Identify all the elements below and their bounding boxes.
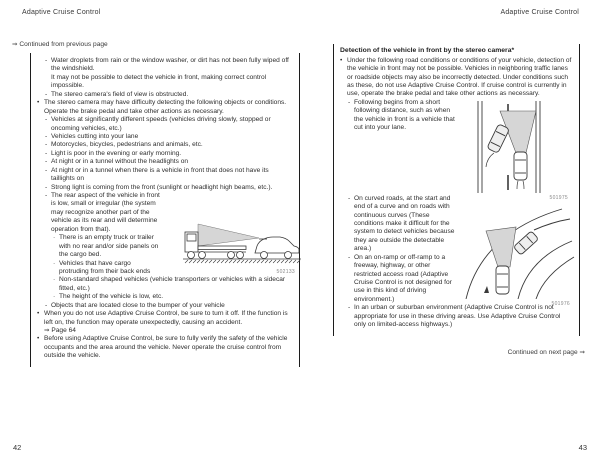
list-item	[37, 57, 294, 74]
list-item	[37, 335, 294, 360]
list-item	[37, 141, 294, 149]
truck-detection-figure	[183, 217, 301, 275]
list-item-text: The stereo camera's field of view is obstructed.	[51, 90, 189, 98]
list-item	[37, 234, 159, 259]
dash-bullet: -	[45, 116, 48, 124]
list-item-text: Light is poor in the evening or early morning.	[51, 149, 182, 157]
truck-detection-illustration	[183, 217, 301, 267]
dot-bullet: •	[37, 335, 40, 343]
dash-bullet: -	[45, 149, 48, 157]
list-item-text: Following begins from a short following distance, such as when the vehicle in front is a vehicle that cut into your lane.	[354, 98, 455, 132]
list-item-text: Vehicles that have cargo protruding from their back ends	[59, 259, 151, 275]
list-item-text: The rear aspect of the vehicle in front is low, small or irregular (the system may recognize another part of the vehicle as its rear and will determine operation from that).	[51, 192, 160, 233]
list-item-text: The stereo camera may have difficulty detecting the following objects or conditions. Operate the brake pedal and take other actions as necessary.	[44, 99, 287, 115]
truck-figure-group	[37, 192, 294, 276]
curved-road-figure	[454, 203, 576, 307]
list-item-text: Under the following road conditions or conditions of your vehicle, detection of the vehicle in front may not be possible. Vehicles in neighboring traffic lanes or roadside objects may also be incorrectly detected. Under conditions such as these, do not use Adaptive Cruise Control. If cruise control is currently in use, operate the brake pedal and take other actions as necessary.	[347, 56, 572, 98]
dash-bullet: -	[45, 183, 48, 191]
running-header-left: Adaptive Cruise Control	[22, 9, 101, 16]
list-item-text: At night or in a tunnel when there is a vehicle in front that does not have its taillights on	[51, 166, 269, 183]
list-item	[37, 310, 294, 327]
list-item	[37, 167, 294, 184]
list-item-text: The height of the vehicle is low, etc.	[59, 293, 164, 301]
figure-label: 502133	[276, 269, 295, 275]
list-item	[37, 133, 294, 141]
list-item-text: On an on-ramp or off-ramp to a freeway, highway, or other restricted access road (Adaptive Cruise Control is not designed for use in this kind of driving environment.)	[354, 253, 452, 303]
dash-bullet: -	[348, 194, 351, 202]
figure-label: 501975	[549, 195, 568, 201]
list-item-text: There is an empty truck or trailer with no rear and/or side panels on the cargo bed.	[59, 234, 159, 259]
dot-sub-bullet: ·	[53, 259, 56, 267]
list-item	[340, 57, 574, 99]
list-item-text: On curved roads, at the start and end of a curve and on roads with continuous curves (These conditions make it difficult for the system to detect vehicles because they are outside the detectable area.)	[354, 194, 455, 253]
dash-bullet: -	[45, 192, 48, 199]
list-item	[37, 192, 165, 234]
dash-bullet: -	[45, 158, 48, 166]
continued-on-next: Continued on next page ⇒	[507, 349, 585, 356]
page-reference-text: ⇒ Page 64	[44, 327, 76, 334]
dot-sub-bullet: ·	[53, 293, 56, 301]
cut-in-lane-illustration	[470, 101, 574, 193]
dot-bullet: •	[340, 56, 343, 64]
list-item	[37, 293, 294, 301]
list-item-text: Non-standard shaped vehicles (vehicle transporters or vehicles with a sidecar fitted, etc.)	[59, 276, 286, 292]
list-item	[37, 91, 294, 99]
list-item	[37, 184, 294, 192]
list-item-text: It may not be possible to detect the vehicle in front, making correct control impossible.	[51, 73, 267, 90]
list-item	[340, 195, 456, 254]
dot-bullet: •	[37, 310, 40, 318]
dash-bullet: -	[45, 301, 48, 309]
continued-from-previous: ⇒ Continued from previous page	[12, 41, 108, 48]
dash-bullet: -	[348, 304, 351, 312]
dash-bullet: -	[45, 57, 48, 64]
dash-bullet: -	[45, 166, 48, 174]
list-item-text: Vehicles at significantly different speeds (vehicles driving slowly, stopped or oncoming vehicles, etc.)	[51, 116, 271, 132]
list-item	[37, 302, 294, 310]
dash-bullet: -	[45, 132, 48, 140]
list-item-text: Vehicles cutting into your lane	[51, 132, 139, 140]
list-item	[37, 74, 294, 91]
figure-label: 501976	[551, 301, 570, 307]
dash-bullet: -	[348, 98, 351, 106]
dot-sub-bullet: ·	[53, 276, 56, 284]
list-item	[340, 99, 456, 133]
list-item-text: When you do not use Adaptive Cruise Control, be sure to turn it off. If the function is left on, the function may operate unexpectedly, causing an accident.	[44, 310, 288, 326]
page-number-left: 42	[13, 443, 22, 452]
list-item-text: Water droplets from rain or the window washer, or dirt has not been fully wiped off the windshield.	[51, 57, 289, 73]
dot-bullet: •	[37, 99, 40, 107]
list-item	[340, 304, 574, 329]
list-item-text: Before using Adaptive Cruise Control, be sure to fully verify the safety of the vehicle occupants and the area around the vehicle. Never operate the cruise control from outside the vehicle.	[44, 335, 288, 360]
page-number-right: 43	[578, 443, 587, 452]
list-item-text: Motorcycles, bicycles, pedestrians and animals, etc.	[51, 141, 203, 149]
running-header-right: Adaptive Cruise Control	[500, 9, 579, 16]
list-item	[37, 158, 294, 166]
dash-bullet: -	[348, 253, 351, 261]
list-item	[37, 116, 294, 133]
left-caution-block	[30, 53, 300, 367]
list-item	[37, 260, 159, 277]
page-reference	[37, 327, 294, 335]
cut-in-lane-figure	[470, 101, 574, 201]
list-item-text: In an urban or suburban environment (Adaptive Cruise Control is not appropriate for use in these driving areas. Use Adaptive Cruise Control only on limited-access highways.)	[354, 304, 561, 329]
list-item-text: Strong light is coming from the front (sunlight or headlight high beams, etc.).	[51, 183, 273, 191]
list-item	[37, 276, 294, 293]
list-item	[340, 254, 456, 305]
list-item	[37, 150, 294, 158]
list-item-text: Objects that are located close to the bumper of your vehicle	[51, 301, 225, 309]
curved-road-illustration	[454, 203, 576, 299]
section-heading: Detection of the vehicle in front by the stereo camera*	[340, 47, 515, 54]
right-section-block	[333, 44, 580, 336]
dash-bullet: -	[45, 141, 48, 149]
dash-bullet: -	[45, 90, 48, 98]
dot-sub-bullet: ·	[53, 234, 56, 242]
list-item	[37, 99, 294, 116]
list-item-text: At night or in a tunnel without the headlights on	[51, 158, 189, 166]
